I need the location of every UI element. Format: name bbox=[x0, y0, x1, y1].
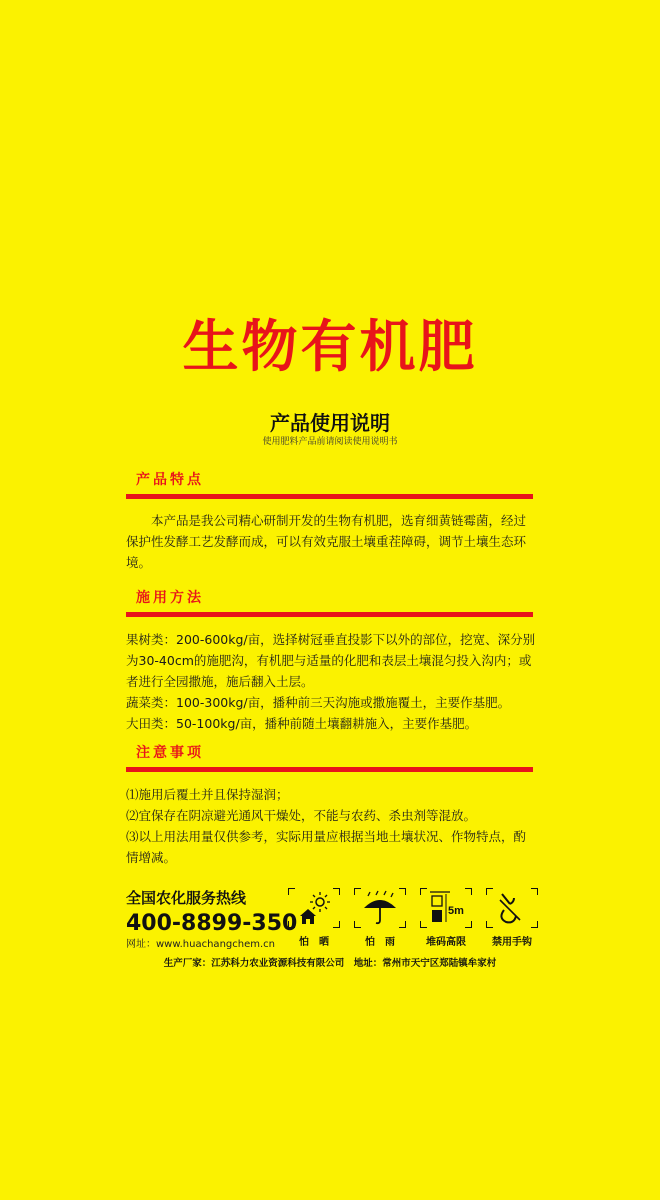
features-divider bbox=[126, 494, 533, 499]
no-hook-icon bbox=[486, 888, 538, 928]
method-item-orchard: 果树类：200-600kg/亩，选择树冠垂直投影下以外的部位，挖宽、深分别为30-40cm的施肥沟，有机肥与适量的化肥和表层土壤混匀投入沟内；或者进行全园撒施，施后翻入土层。 bbox=[126, 632, 536, 689]
no-hook-label: 禁用手钩 bbox=[492, 937, 532, 948]
features-text: 本产品是我公司精心研制开发的生物有机肥，选育细黄链霉菌，经过保护性发酵工艺发酵而成，可以有效克服土壤重茬障碍，调节土壤生态环境。 bbox=[126, 513, 527, 570]
features-body bbox=[126, 510, 536, 573]
umbrella-icon bbox=[354, 888, 406, 928]
notes-divider bbox=[126, 767, 533, 772]
umbrella-label: 怕 雨 bbox=[365, 937, 395, 948]
instructions-note: 使用肥料产品前请阅读使用说明书 bbox=[262, 437, 398, 447]
sun-label: 怕 晒 bbox=[299, 937, 329, 948]
stack-limit-label: 堆码高限 bbox=[426, 937, 466, 948]
notes-body bbox=[126, 784, 536, 868]
stack-limit-icon bbox=[420, 888, 472, 928]
stack-limit-mark: 5m bbox=[448, 905, 464, 917]
features-section-header bbox=[126, 470, 533, 499]
manufacturer-info: 生产厂家：江苏科力农业资源科技有限公司 地址：常州市天宁区郑陆镇牟家村 bbox=[163, 958, 497, 969]
method-body bbox=[126, 629, 536, 734]
hotline-label: 全国农化服务热线 bbox=[126, 889, 247, 907]
notes-section-header bbox=[126, 743, 533, 772]
website-text: 网址：www.huachangchem.cn bbox=[126, 939, 275, 950]
notes-item: ⑴施用后覆土并且保持湿润； bbox=[126, 787, 289, 802]
method-item-field: 大田类：50-100kg/亩，播种前随土壤翻耕施入，主要作基肥。 bbox=[126, 716, 478, 731]
notes-heading: 注意事项 bbox=[136, 745, 204, 761]
method-section-header bbox=[126, 588, 533, 617]
instructions-heading: 产品使用说明 bbox=[270, 411, 390, 435]
notes-item: ⑵宜保存在阴凉避光通风干燥处，不能与农药、杀虫剂等混放。 bbox=[126, 808, 477, 823]
method-heading: 施用方法 bbox=[136, 590, 204, 606]
method-divider bbox=[126, 612, 533, 617]
sun-icon bbox=[288, 888, 340, 928]
product-title: 生物有机肥 bbox=[182, 315, 478, 380]
notes-item: ⑶以上用法用量仅供参考，实际用量应根据当地土壤状况、作物特点，酌情增减。 bbox=[126, 829, 527, 865]
hotline-phone: 400-8899-350 bbox=[126, 911, 298, 936]
method-item-vegetable: 蔬菜类：100-300kg/亩，播种前三天沟施或撒施覆土，主要作基肥。 bbox=[126, 695, 511, 710]
features-heading: 产品特点 bbox=[136, 472, 204, 488]
